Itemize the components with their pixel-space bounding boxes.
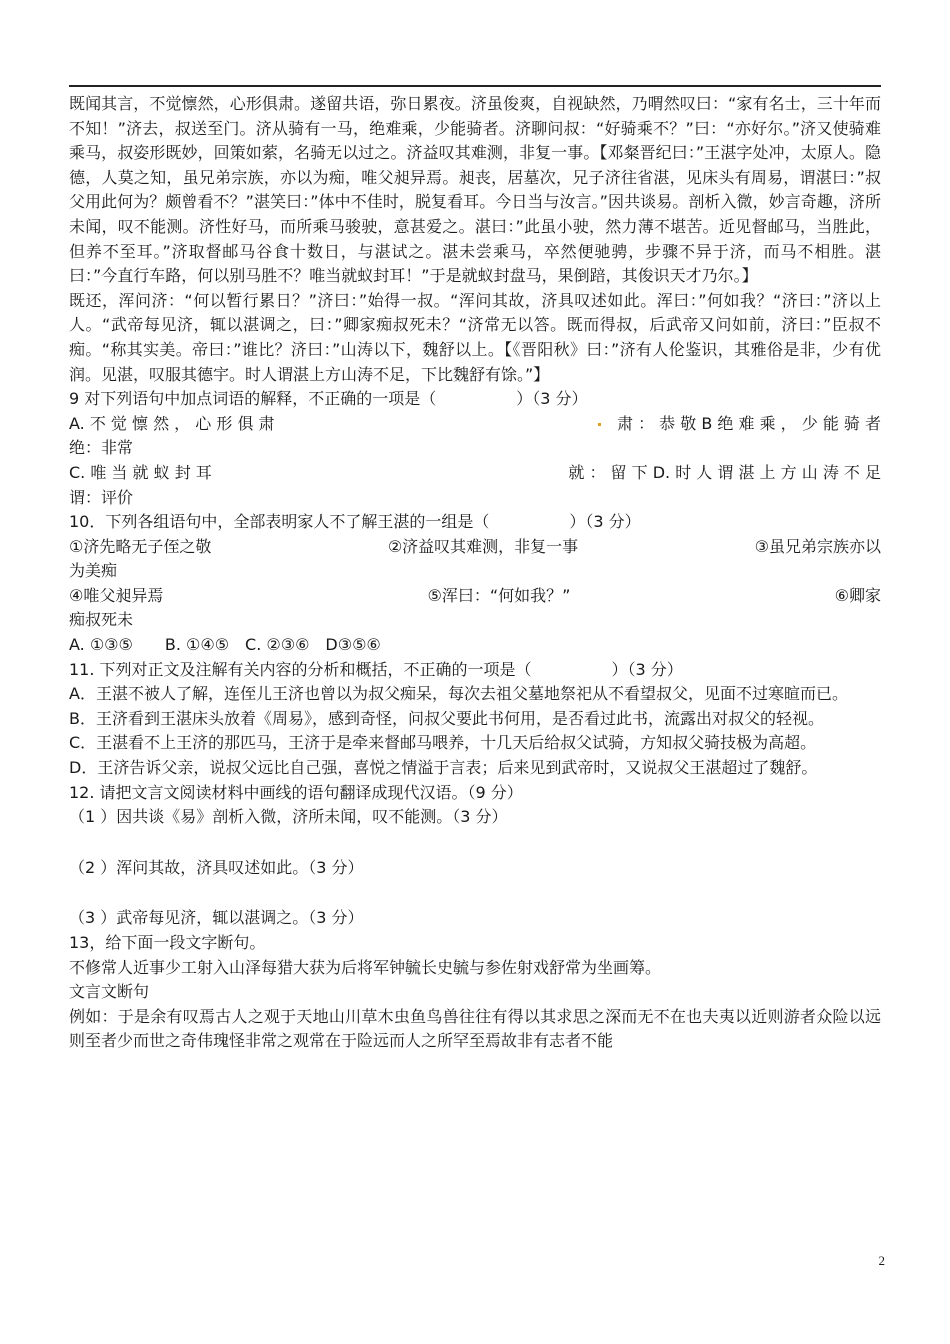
q11-option-c: C．王湛看不上王济的那匹马，王济于是牵来督邮马喂养，十几天后给叔父试骑，方知叔父骑技极为高超。	[69, 733, 817, 753]
q10-item-1: ①济先略无子侄之敬	[69, 536, 212, 556]
q9-option-b-continued: 绝：非常	[69, 438, 134, 458]
q11-option-d: D．王济告诉父亲，说叔父远比自己强，喜悦之情溢于言表；后来见到武帝时，又说叔父王湛超过了魏舒。	[69, 758, 818, 778]
q12-sentence-3: （3 ）武帝每见济，辄以湛调之。（3 分）	[69, 908, 364, 928]
q11-option-b: B．王济看到王湛床头放着《周易》，感到奇怪，问叔父要此书何用，是否看过此书，流露出对叔父的轻视。	[69, 708, 824, 728]
q13-heading: 文言文断句	[69, 982, 150, 1002]
q10-item-6: ⑥卿家	[834, 585, 881, 605]
passage-paragraph-1: 既闻其言，不觉懔然，心形俱肃。遂留共语，弥日累夜。济虽俊爽，自视缺然，乃喟然叹曰：“家有名士，三十年而不知！”济去，叔送至门。济从骑有一马，绝难乘，少能骑者。济聊问叔：“好骑乘不？”曰：“亦好尔。”济又使骑难乘马，叔姿形既妙，回策如萦，名骑无以过之。济益叹其难测，非复一事。【邓粲晋纪曰：”王湛字处冲，太原人。隐德，人莫之知，虽兄弟宗族，亦以为痴，唯父昶异焉。昶丧，居墓次，兄子济往省湛，见床头有周易，谓湛曰：”叔父用此何为？颇曾看不？”湛笑曰：”体中不佳时，脱复看耳。今日当与汝言。”因共谈易。剖析入微，妙言奇趣，济所未闻，叹不能测。济性好马，而所乘马骏驶，意甚爱之。湛曰：”此虽小驶，然力薄不堪苦。近见督邮马，当胜此，但养不至耳。”济取督邮马谷食十数日，与湛试之。湛未尝乘马，卒然便驰骋，步骤不异于济，而马不相胜。湛曰：”今直行车路，何以别马胜不？唯当就蚁封耳！”于是就蚁封盘马，果倒踣，其俊识天才乃尔。】	[69, 94, 881, 286]
header-rule	[69, 85, 881, 87]
question-10-stem: 10．下列各组语句中，全部表明家人不了解王湛的一组是（ ）（3 分）	[69, 512, 641, 532]
q9-option-b: 肃 ： 恭 敬 B 绝 难 乘 ， 少 能 骑 者	[616, 413, 881, 433]
q9-option-a: A. 不 觉 懔 然 ， 心 形 俱 肃	[69, 413, 275, 433]
q10-item-2: ②济益叹其难测，非复一事	[387, 536, 579, 556]
q9-option-d: 就 ： 留 下 D. 时 人 谓 湛 上 方 山 涛 不 足	[568, 462, 881, 482]
q11-option-a: A．王湛不被人了解，连侄儿王济也曾以为叔父痴呆，每次去祖父墓地祭祀从不看望叔父，见面不过寒暄而已。	[69, 684, 848, 704]
q10-choices: A. ①③⑤ B. ①④⑤ C. ②③⑥ D③⑤⑥	[69, 635, 381, 655]
q12-sentence-2: （2 ）浑问其故，济具叹述如此。（3 分）	[69, 857, 364, 877]
q13-example: 例如：于是余有叹焉古人之观于天地山川草木虫鱼鸟兽往往有得以其求思之深而无不在也夫夷以近则游者众险以远则至者少而世之奇伟瑰怪非常之观常在于险远而人之所罕至焉故非有志者不能	[69, 1006, 881, 1051]
q10-item-6-continued: 痴叔死未	[69, 610, 134, 630]
passage-paragraph-2: 既还，浑问济：“何以暂行累日？”济曰：”始得一叔。“浑问其故，济具叹述如此。浑曰：”何如我？“济曰：”济以上人。“武帝每见济，辄以湛调之，曰：”卿家痴叔死未？“济常无以答。既而得叔，后武帝又问如前，济曰：”臣叔不痴。“称其实美。帝曰：”谁比？济曰：”山涛以下，魏舒以上。【《晋阳秋》曰：”济有人伦鉴识，其雅俗是非，少有优润。见湛，叹服其德宇。时人谓湛上方山涛不足，下比魏舒有馀。”】	[69, 290, 881, 384]
question-12-stem: 12. 请把文言文阅读材料中画线的语句翻译成现代汉语。（9 分）	[69, 782, 523, 802]
q10-item-3: ③虽兄弟宗族亦以	[754, 536, 881, 556]
q10-item-4: ④唯父昶异焉	[69, 585, 164, 605]
q9-option-c: C. 唯 当 就 蚁 封 耳	[69, 462, 212, 482]
q10-item-5: ⑤浑曰：“何如我？”	[427, 585, 571, 605]
question-9-stem: 9 对下列语句中加点词语的解释，不正确的一项是（ ）（3 分）	[69, 389, 588, 409]
q12-sentence-1: （1 ）因共谈《易》剖析入微，济所未闻，叹不能测。（3 分）	[69, 807, 508, 827]
question-11-stem: 11. 下列对正文及注解有关内容的分析和概括，不正确的一项是（ ）（3 分）	[69, 659, 683, 679]
q9-option-d-continued: 谓：评价	[69, 487, 134, 507]
question-13-stem: 13，给下面一段文字断句。	[69, 933, 266, 952]
emphasis-dot	[598, 423, 601, 426]
q10-item-3-continued: 为美痴	[69, 561, 118, 581]
page-number: 2	[878, 1253, 885, 1268]
document-body	[69, 92, 881, 1054]
q13-text: 不修常人近事少工射入山泽每猎大获为后将军钟毓长史毓与参佐射戏舒常为坐画筹。	[69, 957, 662, 977]
